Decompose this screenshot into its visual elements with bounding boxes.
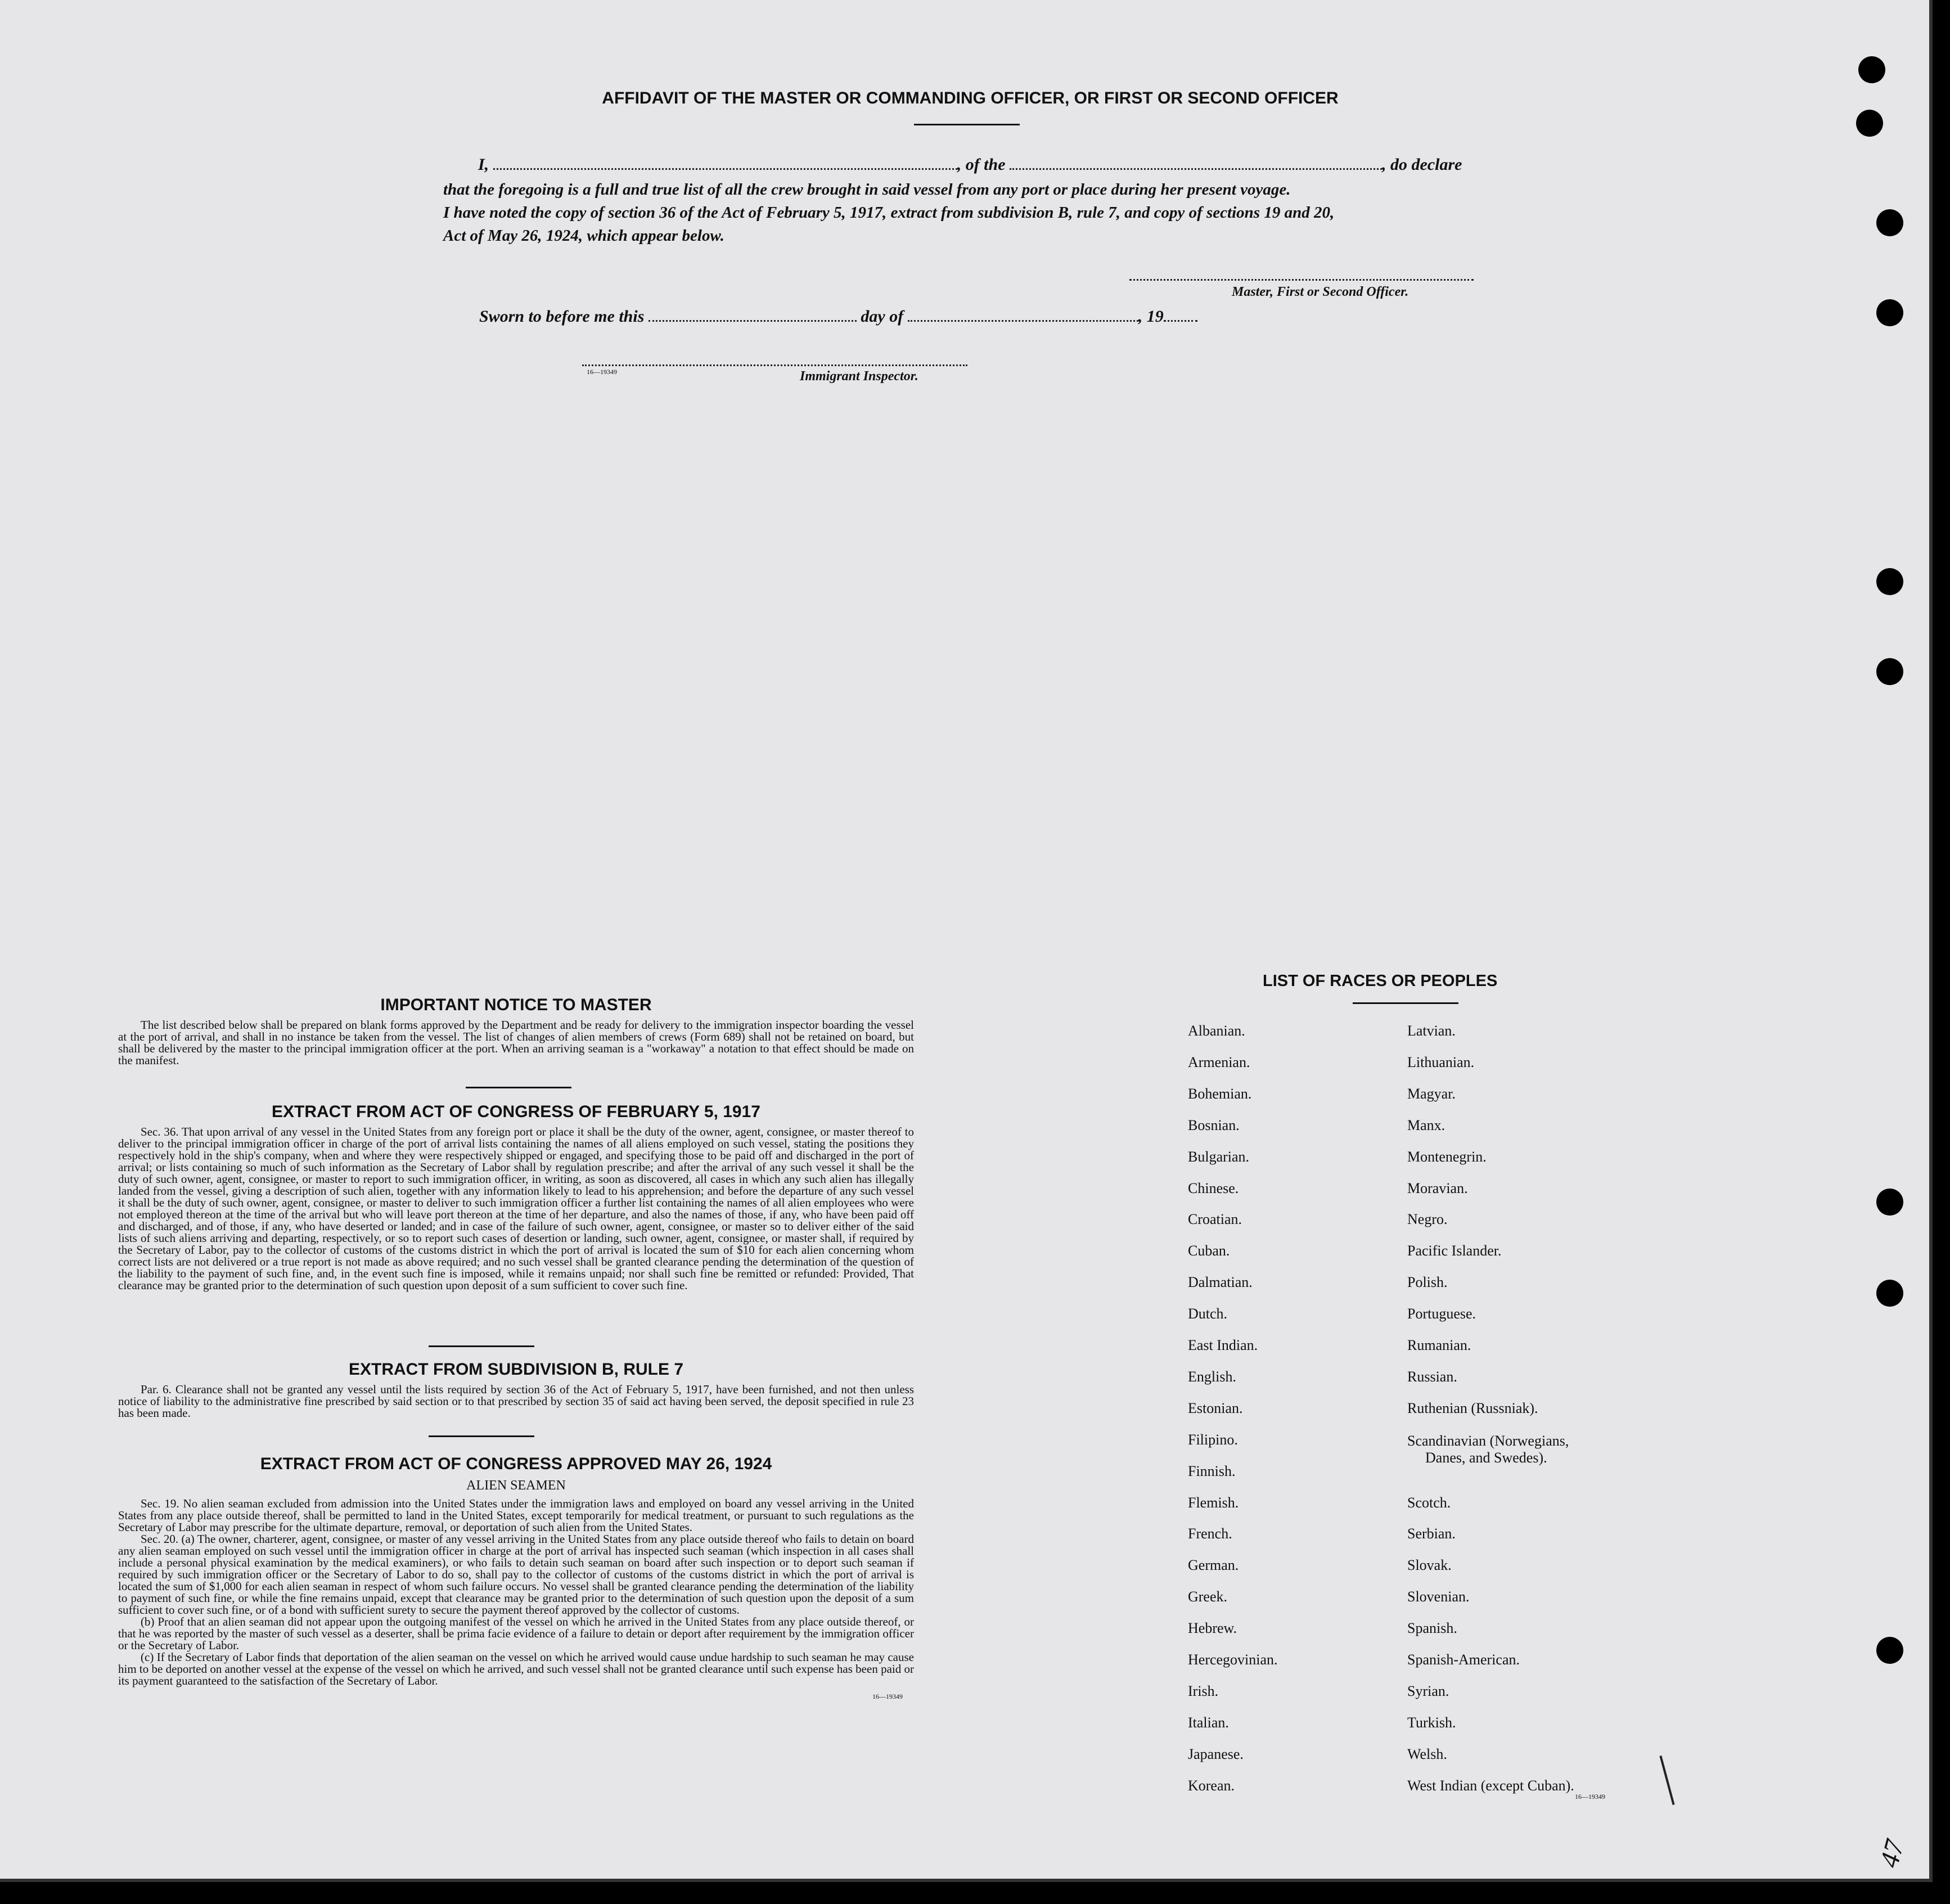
race-item: Negro. bbox=[1407, 1211, 1448, 1228]
section-19-paragraph: Sec. 19. No alien seaman excluded from admission into the United States under the immigration laws and employed on board any vessel arriving in the United States from any place outside thereof, shall be permitted to land in the United States, except temporarily for medical treatment, or pursuant to such regulations as the Secretary of Labor may prescribe for the ultimate departure, removal, or deportation of such alien from the United States. bbox=[118, 1497, 914, 1534]
affidavit-title: AFFIDAVIT OF THE MASTER OR COMMANDING OFFICER, OR FIRST OR SECOND OFFICER bbox=[602, 89, 1339, 107]
extract-b-section bbox=[118, 1360, 914, 1419]
punch-hole bbox=[1856, 110, 1883, 137]
divider bbox=[1353, 1002, 1458, 1004]
margin-pencil-mark bbox=[1659, 1756, 1674, 1805]
race-item: Montenegrin. bbox=[1407, 1148, 1487, 1165]
affidavit-line-1 bbox=[478, 155, 1462, 174]
race-item: Bohemian. bbox=[1188, 1085, 1252, 1102]
form-number: 16—19349 bbox=[1575, 1793, 1605, 1801]
punch-hole bbox=[1876, 1637, 1903, 1664]
alien-seamen-subheading: ALIEN SEAMEN bbox=[466, 1478, 566, 1493]
master-signature-line bbox=[1129, 279, 1474, 281]
sworn-label: Sworn to before me this bbox=[479, 307, 645, 326]
race-item: Hebrew. bbox=[1188, 1620, 1237, 1637]
race-item: Korean. bbox=[1188, 1777, 1235, 1794]
day-of-label: day of bbox=[861, 307, 904, 326]
punch-hole bbox=[1876, 658, 1903, 685]
punch-hole bbox=[1858, 56, 1885, 83]
race-item: Polish. bbox=[1407, 1274, 1448, 1291]
extract-b-heading: EXTRACT FROM SUBDIVISION B, RULE 7 bbox=[348, 1360, 684, 1379]
race-item: Flemish. bbox=[1188, 1494, 1239, 1511]
race-item: Armenian. bbox=[1188, 1054, 1250, 1070]
race-item: Finnish. bbox=[1188, 1462, 1236, 1479]
race-item: Greek. bbox=[1188, 1588, 1228, 1605]
extract-1917-text bbox=[118, 1126, 914, 1291]
notice-section bbox=[118, 996, 914, 1066]
race-item: Welsh. bbox=[1407, 1745, 1447, 1762]
race-item: Bulgarian. bbox=[1188, 1148, 1250, 1165]
race-item: Lithuanian. bbox=[1407, 1054, 1475, 1070]
race-item: Manx. bbox=[1407, 1117, 1445, 1133]
race-item: Danes, and Swedes). bbox=[1425, 1449, 1547, 1466]
affidavit-of-the: , of the bbox=[957, 155, 1006, 174]
extract-1924-section bbox=[118, 1455, 914, 1701]
month-blank bbox=[908, 308, 1138, 322]
race-item: Estonian. bbox=[1188, 1399, 1243, 1416]
race-item: Syrian. bbox=[1407, 1682, 1449, 1699]
race-item: Serbian. bbox=[1407, 1525, 1456, 1542]
section-20c-paragraph: (c) If the Secretary of Labor finds that deportation of the alien seaman on the vessel on which he arrived would cause undue hardship to such seaman he may cause him to be deported on another vessel at the expense of the vessel on which he arrived, and such vessel shall not be granted clearance until such expense has been paid or its payment guaranteed to the satisfaction of the Secretary of Labor. bbox=[118, 1650, 914, 1687]
extract-1924-text bbox=[118, 1498, 914, 1687]
race-item: Slovak. bbox=[1407, 1557, 1452, 1574]
margin-page-note: 47 bbox=[1874, 1837, 1910, 1871]
extract-1924-heading: EXTRACT FROM ACT OF CONGRESS APPROVED MAY 26, 1924 bbox=[260, 1455, 772, 1473]
punch-hole bbox=[1876, 1189, 1903, 1216]
race-item: Irish. bbox=[1188, 1682, 1219, 1699]
race-item: Dalmatian. bbox=[1188, 1274, 1253, 1291]
extract-1917-section bbox=[118, 1102, 914, 1291]
punch-hole bbox=[1876, 209, 1903, 236]
affidavit-line-2: that the foregoing is a full and true list of all the crew brought in said vessel from any port or place during her present voyage. bbox=[443, 181, 1291, 199]
race-item: Dutch. bbox=[1188, 1306, 1228, 1322]
race-item: Hercegovinian. bbox=[1188, 1651, 1278, 1668]
par-6-paragraph: Par. 6. Clearance shall not be granted any vessel until the lists required by section 36 of the Act of February 5, 1917, have been furnished, and not then unless notice of liability to the administrative fine prescribed by said section or to that prescribed by section 35 of said act having been served, the deposit specified in rule 23 has been made. bbox=[118, 1383, 914, 1420]
extract-b-text bbox=[118, 1384, 914, 1419]
race-item: Croatian. bbox=[1188, 1211, 1242, 1228]
punch-hole bbox=[1876, 299, 1903, 326]
master-signature-label: Master, First or Second Officer. bbox=[1232, 285, 1409, 299]
race-item: French. bbox=[1188, 1525, 1232, 1542]
affidavit-line-4: Act of May 26, 1924, which appear below. bbox=[443, 227, 724, 245]
race-item: Scotch. bbox=[1407, 1494, 1451, 1511]
race-item: Moravian. bbox=[1407, 1180, 1468, 1196]
divider bbox=[429, 1345, 534, 1347]
race-item: West Indian (except Cuban). bbox=[1407, 1777, 1574, 1794]
divider bbox=[429, 1435, 534, 1437]
affidavit-do-declare: , do declare bbox=[1382, 155, 1462, 174]
notice-paragraph: The list described below shall be prepared on blank forms approved by the Department and be ready for delivery to the immigration inspector boarding the vessel at the port of arrival, and shall in no instance be taken from the vessel. The list of changes of alien members of crews (Form 689) shall not be retained on board, but shall be delivered by the master to the principal immigration officer at the port. When an arriving seaman is a "workaway" a notation to that effect should be made on the manifest. bbox=[118, 1018, 914, 1067]
race-item: Cuban. bbox=[1188, 1243, 1230, 1259]
race-item: Scandinavian (Norwegians, bbox=[1407, 1432, 1569, 1449]
race-item: Ruthenian (Russniak). bbox=[1407, 1399, 1538, 1416]
race-item: Filipino. bbox=[1188, 1431, 1238, 1448]
race-item: Spanish. bbox=[1407, 1620, 1457, 1637]
inspector-signature-line bbox=[582, 364, 967, 366]
race-item: Latvian. bbox=[1407, 1023, 1456, 1039]
race-item: Magyar. bbox=[1407, 1085, 1456, 1102]
race-item: Pacific Islander. bbox=[1407, 1243, 1502, 1259]
race-item: Chinese. bbox=[1188, 1180, 1239, 1196]
day-blank bbox=[649, 308, 857, 322]
race-item: Portuguese. bbox=[1407, 1306, 1476, 1322]
vessel-blank bbox=[1010, 156, 1382, 170]
race-item: Turkish. bbox=[1407, 1714, 1456, 1731]
section-20b-paragraph: (b) Proof that an alien seaman did not appear upon the outgoing manifest of the vessel on which he arrived in the United States from any place outside thereof, or that he was reported by the master of such vessel as a deserter, shall be prima facie evidence of a failure to detain or deport after requirement by the immigration officer or the Secretary of Labor. bbox=[118, 1615, 914, 1652]
notice-text bbox=[118, 1019, 914, 1066]
section-36-paragraph: Sec. 36. That upon arrival of any vessel in the United States from any foreign port or place it shall be the duty of the owner, agent, consignee, or master thereof to deliver to the principal immigration officer in charge of the port of arrival lists containing the names of all aliens employed on such vessel, stating the positions they respectively hold in the ship's company, when and where they were respectively shipped or engaged, and specifying those to be paid off and discharged in the port of arrival; or lists containing so much of such information as the Secretary of Labor shall by regulation prescribe; and after the arrival of any such vessel it shall be the duty of such owner, agent, consignee, or master to report to such immigration officer, in writing, as soon as discovered, all cases in which any such alien has illegally landed from the vessel, giving a description of such alien, together with any information likely to lead to his apprehension; and before the departure of any such vessel it shall be the duty of such owner, agent, consignee, or master to deliver to such immigration officer a further list containing the names of all alien employees who were not employed thereon at the time of the arrival but who will leave port thereon at the time of her departure, and also the names of those, if any, who have been paid off and discharged, and of those, if any, who have deserted or landed; and in case of the failure of such owner, agent, consignee, or master so to deliver either of the said lists of such aliens arriving and departing, respectively, or so to report such cases of desertion or landing, such owner, agent, consignee, or master shall, if required by the Secretary of Labor, pay to the collector of customs of the customs district in which the port of arrival is located the sum of $10 for each alien concerning whom correct lists are not delivered or a true report is not made as above required; and no such vessel shall be granted clearance pending the determination of the question of the liability to the payment of such fine, and, in the event such fine is imposed, while it remains unpaid; nor shall such fine be remitted or refunded: Provided, That clearance may be granted prior to the determination of such question upon deposit of a sum sufficient to cover such fine. bbox=[118, 1125, 914, 1292]
year-prefix: , 19 bbox=[1138, 307, 1164, 326]
form-number: 16—19349 bbox=[587, 368, 617, 376]
race-item: Rumanian. bbox=[1407, 1337, 1471, 1353]
race-item: Italian. bbox=[1188, 1714, 1229, 1731]
races-heading: LIST OF RACES OR PEOPLES bbox=[1263, 972, 1498, 990]
inspector-label: Immigrant Inspector. bbox=[800, 369, 918, 384]
race-item: Russian. bbox=[1407, 1368, 1457, 1385]
race-item: Bosnian. bbox=[1188, 1117, 1240, 1133]
form-number: 16—19349 bbox=[872, 1693, 903, 1700]
race-item: Albanian. bbox=[1188, 1023, 1245, 1039]
race-item: German. bbox=[1188, 1557, 1239, 1574]
sworn-line bbox=[479, 307, 1197, 326]
notice-heading: IMPORTANT NOTICE TO MASTER bbox=[380, 996, 652, 1014]
race-item: East Indian. bbox=[1188, 1337, 1258, 1353]
race-item: Slovenian. bbox=[1407, 1588, 1470, 1605]
year-blank bbox=[1164, 308, 1197, 322]
extract-1917-heading: EXTRACT FROM ACT OF CONGRESS OF FEBRUARY 5, 1917 bbox=[272, 1102, 760, 1121]
punch-hole bbox=[1876, 568, 1903, 595]
punch-hole bbox=[1876, 1280, 1903, 1307]
race-item: Japanese. bbox=[1188, 1745, 1244, 1762]
name-blank bbox=[493, 156, 957, 170]
race-item: Spanish-American. bbox=[1407, 1651, 1520, 1668]
divider bbox=[466, 1087, 571, 1088]
divider bbox=[914, 124, 1020, 125]
section-20a-paragraph: Sec. 20. (a) The owner, charterer, agent, consignee, or master of any vessel arriving in the United States from any place outside thereof who fails to detain on board any alien seaman employed on such vessel until the immigration officer in charge at the port of arrival has inspected such seaman (which inspection in all cases shall include a personal physical examination by the medical examiners), or who fails to detain such seaman on board after such inspection or to deport such seaman if required by such immigration officer or the Secretary of Labor to do so, shall pay to the collector of customs of the customs district in which the port of arrival is located the sum of $1,000 for each alien seaman in respect of whom such failure occurs. No vessel shall be granted clearance pending the determination of the liability to payment of such fine, or while the fine remains unpaid, except that clearance may be granted prior to the determination of such question upon the deposit of a sum sufficient to cover such fine, or of a bond with sufficient surety to secure the payment thereof approved by the collector of customs. bbox=[118, 1532, 914, 1617]
race-item: English. bbox=[1188, 1368, 1236, 1385]
affidavit-i: I, bbox=[478, 155, 489, 174]
affidavit-line-3: I have noted the copy of section 36 of the Act of February 5, 1917, extract from subdivision B, rule 7, and copy of sections 19 and 20, bbox=[443, 204, 1335, 222]
